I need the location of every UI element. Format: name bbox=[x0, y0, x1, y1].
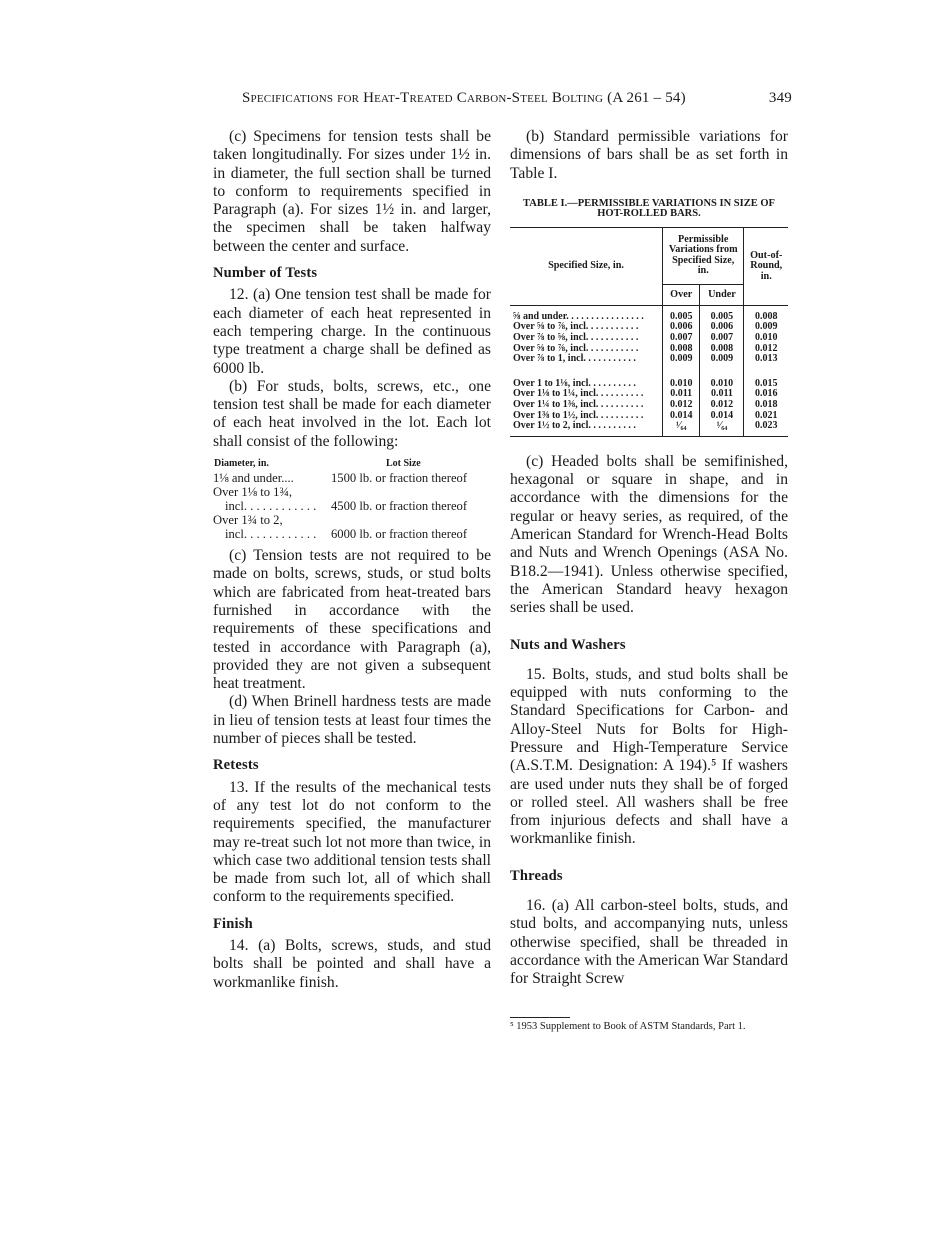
footnote-text: ⁵ 1953 Supplement to Book of ASTM Standards, Part 1. bbox=[510, 1021, 746, 1032]
page-number: 349 bbox=[768, 90, 792, 106]
table-caption bbox=[510, 199, 788, 219]
lot-diameter: 1⅛ and under.... bbox=[213, 471, 294, 486]
out-of-round-cell: 0.021 bbox=[744, 411, 788, 422]
out-of-round-cell: 0.008 bbox=[744, 305, 788, 322]
table-row bbox=[510, 421, 788, 436]
out-of-round-cell: 0.018 bbox=[744, 400, 788, 411]
heading-finish: Finish bbox=[213, 915, 253, 932]
over-cell: 0.008 bbox=[663, 344, 700, 355]
paragraph-16a: 16. (a) All carbon-steel bolts, studs, and stud bolts, and accompanying nuts, unless otherwise specified, shall be threaded in accordance with the American War Standard for Straight Screw bbox=[510, 897, 788, 988]
lot-size-table bbox=[213, 457, 491, 541]
col-over: Over bbox=[663, 284, 700, 305]
size-cell: Over 1⅛ to 1¼, incl. . . . . . . . . . bbox=[513, 388, 644, 400]
under-cell: 0.009 bbox=[700, 354, 744, 369]
out-of-round-cell: 0.010 bbox=[744, 333, 788, 344]
size-cell: ⅝ and under. . . . . . . . . . . . . . . . bbox=[513, 310, 644, 322]
paragraph-12b: (b) For studs, bolts, screws, etc., one tension test shall be made for each diameter of each heat involved in the lot. Each lot shall consist of the following: bbox=[213, 377, 491, 450]
table-row bbox=[510, 369, 788, 390]
table-group-2 bbox=[510, 369, 788, 436]
paragraph-12d: (d) When Brinell hardness tests are made in lieu of tension tests at least four times the number of pieces shall be tested. bbox=[213, 693, 491, 748]
table-row bbox=[510, 305, 788, 322]
left-column bbox=[213, 128, 491, 992]
over-cell: 0.014 bbox=[663, 411, 700, 422]
size-cell: Over 1¼ to 1⅜, incl. . . . . . . . . . bbox=[513, 399, 644, 411]
over-cell: 0.005 bbox=[663, 305, 700, 322]
under-cell: ¹⁄₆₄ bbox=[700, 421, 744, 436]
lot-table-row bbox=[213, 471, 491, 485]
paragraph-12a: 12. (a) One tension test shall be made for each diameter of each heat represented in each tempering charge. In the continuous type treatment a charge shall be defined as 6000 lb. bbox=[213, 286, 491, 377]
under-cell: 0.014 bbox=[700, 411, 744, 422]
over-cell: ¹⁄₆₄ bbox=[663, 421, 700, 436]
over-cell: 0.011 bbox=[663, 389, 700, 400]
heading-number-of-tests: Number of Tests bbox=[213, 265, 318, 282]
size-cell: Over 1 to 1⅛, incl. . . . . . . . . . bbox=[513, 377, 636, 389]
size-cell: Over 1⅜ to 1½, incl. . . . . . . . . . bbox=[513, 409, 644, 421]
paragraph-11c: (c) Specimens for tension tests shall be taken longitudinally. For sizes under 1½ in. in diameter, the full section shall be turned to conform to requirements specified in Paragraph (a). For sizes 1½ in. and larger, the specimen shall be taken halfway between the center and surface. bbox=[213, 128, 491, 255]
header-designation: (A 261 – 54) bbox=[607, 90, 686, 106]
size-cell: Over ⅝ to ⅞, incl. . . . . . . . . . . bbox=[513, 321, 639, 333]
over-cell: 0.007 bbox=[663, 333, 700, 344]
out-of-round-cell: 0.013 bbox=[744, 354, 788, 369]
size-cell: Over ⅞ to ⅝, incl. . . . . . . . . . . bbox=[513, 332, 639, 344]
table-caption-line-2: HOT-ROLLED BARS. bbox=[597, 207, 701, 219]
out-of-round-cell: 0.009 bbox=[744, 322, 788, 333]
lot-diameter-line: Over 1⅛ to 1¾, bbox=[213, 485, 293, 500]
over-cell: 0.010 bbox=[663, 369, 700, 390]
footnote-rule bbox=[510, 1017, 570, 1018]
lot-table-row bbox=[213, 499, 491, 513]
lot-table-col-diameter: Diameter, in. bbox=[214, 458, 269, 470]
paragraph-14c: (c) Headed bolts shall be semifinished, hexagonal or square in shape, and in accordance with the dimensions for the regular or heavy series, as required, of the American Standard for Wrench-Head Bolts and Nuts and Wrench Openings (ASA No. B18.2—1941). Unless otherwise specified, the American Standard heavy hexagon series shall be used. bbox=[510, 452, 788, 617]
heading-threads: Threads bbox=[510, 867, 563, 884]
over-cell: 0.012 bbox=[663, 400, 700, 411]
table-group-1 bbox=[510, 305, 788, 368]
over-cell: 0.006 bbox=[663, 322, 700, 333]
paragraph-14a: 14. (a) Bolts, screws, studs, and stud bolts shall be pointed and shall have a workmanlike finish. bbox=[213, 936, 491, 991]
lot-size: 6000 lb. or fraction thereof bbox=[331, 527, 468, 542]
heading-nuts-and-washers: Nuts and Washers bbox=[510, 636, 626, 653]
paragraph-12c: (c) Tension tests are not required to be made on bolts, screws, studs, or stud bolts which are fabricated from heat-treated bars furnished in accordance with the requirements of these specifications and tested in accordance with Paragraph (a), provided they are not given a subsequent heat treatment. bbox=[213, 547, 491, 693]
under-cell: 0.005 bbox=[700, 305, 744, 322]
col-permissible-variations: Permissible Variations from Specified Size, in. bbox=[663, 227, 744, 284]
col-out-of-round: Out-of-Round, in. bbox=[744, 227, 788, 305]
paragraph-14b: (b) Standard permissible variations for dimensions of bars shall be as set forth in Table I. bbox=[510, 128, 788, 182]
footnote bbox=[510, 1017, 788, 1033]
running-head bbox=[242, 90, 792, 107]
lot-size: 1500 lb. or fraction thereof bbox=[331, 471, 468, 486]
table-caption-line-1: TABLE I.—PERMISSIBLE VARIATIONS IN SIZE OF bbox=[523, 197, 775, 209]
lot-size: 4500 lb. or fraction thereof bbox=[331, 499, 468, 514]
variations-table bbox=[510, 227, 788, 437]
lot-diameter: incl. . . . . . . . . . . . bbox=[225, 499, 317, 514]
over-cell: 0.009 bbox=[663, 354, 700, 369]
table-row bbox=[510, 354, 788, 369]
under-cell: 0.008 bbox=[700, 344, 744, 355]
size-cell: Over 1½ to 2, incl. . . . . . . . . . bbox=[510, 421, 663, 436]
out-of-round-cell: 0.012 bbox=[744, 344, 788, 355]
lot-table-col-lot-size: Lot Size bbox=[386, 458, 421, 470]
out-of-round-cell: 0.016 bbox=[744, 389, 788, 400]
size-cell: Over ⅝ to ⅞, incl. . . . . . . . . . . bbox=[513, 342, 639, 354]
heading-retests: Retests bbox=[213, 757, 259, 774]
header-title: Specifications for Heat-Treated Carbon-Steel Bolting bbox=[242, 90, 604, 106]
lot-table-header bbox=[213, 457, 491, 471]
under-cell: 0.011 bbox=[700, 389, 744, 400]
paragraph-13: 13. If the results of the mechanical tests of any test lot do not conform to the requirements specified, the manufacturer may re-treat such lot not more than twice, in which case two additional tension tests shall be made from such lot, all of which shall conform to the requirements specified. bbox=[213, 778, 491, 906]
col-specified-size: Specified Size, in. bbox=[510, 227, 663, 305]
under-cell: 0.007 bbox=[700, 333, 744, 344]
col-under: Under bbox=[700, 284, 744, 305]
out-of-round-cell: 0.023 bbox=[744, 421, 788, 436]
lot-table-row bbox=[213, 527, 491, 541]
under-cell: 0.006 bbox=[700, 322, 744, 333]
out-of-round-cell: 0.015 bbox=[744, 369, 788, 390]
lot-diameter: incl. . . . . . . . . . . . bbox=[225, 527, 317, 542]
under-cell: 0.012 bbox=[700, 400, 744, 411]
paragraph-15: 15. Bolts, studs, and stud bolts shall be equipped with nuts conforming to the Standard Specifications for Carbon- and Alloy-Steel Nuts for Bolts for High-Pressure and High-Temperature Service (A.S.T.M. Designation: A 194).⁵ If washers are used under nuts they shall be of forged or rolled steel. All washers shall be free from injurious defects and shall have a workmanlike finish. bbox=[510, 665, 788, 848]
right-column bbox=[510, 128, 788, 989]
size-cell: Over ⅞ to 1, incl. . . . . . . . . . . bbox=[513, 353, 636, 365]
lot-diameter-line: Over 1¾ to 2, bbox=[213, 513, 283, 528]
under-cell: 0.010 bbox=[700, 369, 744, 390]
